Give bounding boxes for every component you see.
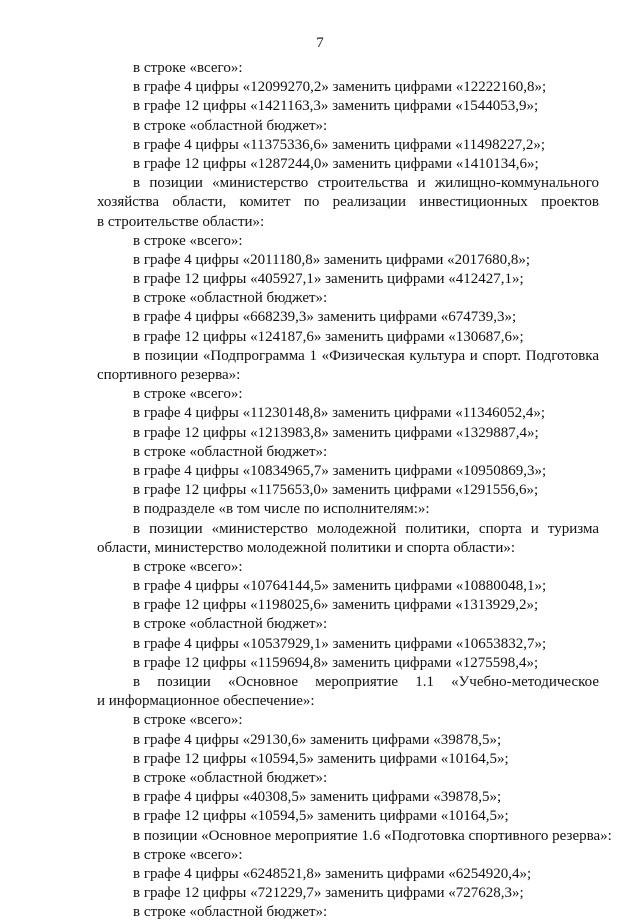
page-number: 7: [316, 35, 324, 51]
text-line: и информационное обеспечение»:: [97, 693, 315, 710]
text-line: в строке «областной бюджет»:: [133, 443, 328, 460]
text-line: в строке «областной бюджет»:: [133, 117, 328, 134]
text-line: в графе 12 цифры «1421163,3» заменить цифрами «1544053,9»;: [133, 98, 539, 115]
text-line: в графе 12 цифры «10594,5» заменить цифрами «10164,5»;: [133, 808, 509, 825]
text-line: в графе 4 цифры «12099270,2» заменить цифрами «12222160,8»;: [133, 79, 547, 96]
text-line: в строке «всего»:: [133, 386, 243, 403]
text-line: в графе 12 цифры «10594,5» заменить цифрами «10164,5»;: [133, 750, 509, 767]
text-line: в строке «областной бюджет»:: [133, 616, 328, 633]
text-line: в графе 4 цифры «668239,3» заменить цифрами «674739,3»;: [133, 309, 517, 326]
text-line: в графе 4 цифры «2011180,8» заменить цифрами «2017680,8»;: [133, 251, 531, 268]
text-line: в позиции «министерство молодежной политики, спорта и туризма: [133, 520, 599, 537]
text-line: спортивного резерва»:: [97, 367, 241, 383]
text-line: в позиции «министерство строительства и жилищно-коммунального: [133, 175, 599, 192]
text-line: в графе 4 цифры «10834965,7» заменить цифрами «10950869,3»;: [133, 462, 547, 479]
document-body: [97, 59, 612, 922]
text-line: в подразделе «в том числе по исполнителям:»:: [133, 501, 430, 518]
text-line: в строке «всего»:: [133, 846, 243, 863]
text-line: в графе 4 цифры «29130,6» заменить цифрами «39878,5»;: [133, 731, 502, 748]
text-line: области, министерство молодежной политики и спорта области»:: [97, 539, 516, 556]
text-line: в строке «всего»:: [133, 712, 243, 729]
text-line: в строке «областной бюджет»:: [133, 290, 328, 307]
text-line: в графе 12 цифры «124187,6» заменить цифрами «130687,6»;: [133, 328, 524, 345]
text-line: в позиции «Основное мероприятие 1.1 «Учебно-методическое: [133, 674, 599, 690]
text-line: в графе 4 цифры «40308,5» заменить цифрами «39878,5»;: [133, 789, 502, 806]
text-line: в строке «всего»:: [133, 232, 243, 249]
text-line: в графе 12 цифры «1213983,8» заменить цифрами «1329887,4»;: [133, 424, 539, 441]
text-line: в позиции «Основное мероприятие 1.6 «Подготовка спортивного резерва»:: [133, 827, 612, 844]
text-line: в строительстве области»:: [97, 213, 265, 230]
text-line: хозяйства области, комитет по реализации инвестиционных проектов: [97, 194, 599, 211]
text-line: в графе 4 цифры «11230148,8» заменить цифрами «11346052,4»;: [133, 405, 546, 422]
text-line: в графе 12 цифры «1287244,0» заменить цифрами «1410134,6»;: [133, 155, 539, 172]
text-line: в графе 12 цифры «1175653,0» заменить цифрами «1291556,6»;: [133, 482, 539, 499]
text-line: в графе 4 цифры «10764144,5» заменить цифрами «10880048,1»;: [133, 578, 547, 595]
text-line: в графе 12 цифры «721229,7» заменить цифрами «727628,3»;: [133, 885, 524, 902]
text-line: в строке «областной бюджет»:: [133, 769, 328, 786]
text-line: в графе 4 цифры «11375336,6» заменить цифрами «11498227,2»;: [133, 136, 546, 153]
text-line: в позиции «Подпрограмма 1 «Физическая культура и спорт. Подготовка: [133, 347, 599, 364]
text-line: в графе 12 цифры «405927,1» заменить цифрами «412427,1»;: [133, 271, 524, 288]
text-line: в графе 4 цифры «6248521,8» заменить цифрами «6254920,4»;: [133, 865, 532, 882]
text-line: в графе 4 цифры «10537929,1» заменить цифрами «10653832,7»;: [133, 635, 547, 652]
text-line: в графе 12 цифры «1198025,6» заменить цифрами «1313929,2»;: [133, 597, 539, 614]
text-line: в графе 12 цифры «1159694,8» заменить цифрами «1275598,4»;: [133, 654, 539, 671]
text-line: в строке «всего»:: [133, 558, 243, 575]
text-line: в строке «областной бюджет»:: [133, 904, 328, 921]
text-line: в строке «всего»:: [133, 60, 243, 76]
